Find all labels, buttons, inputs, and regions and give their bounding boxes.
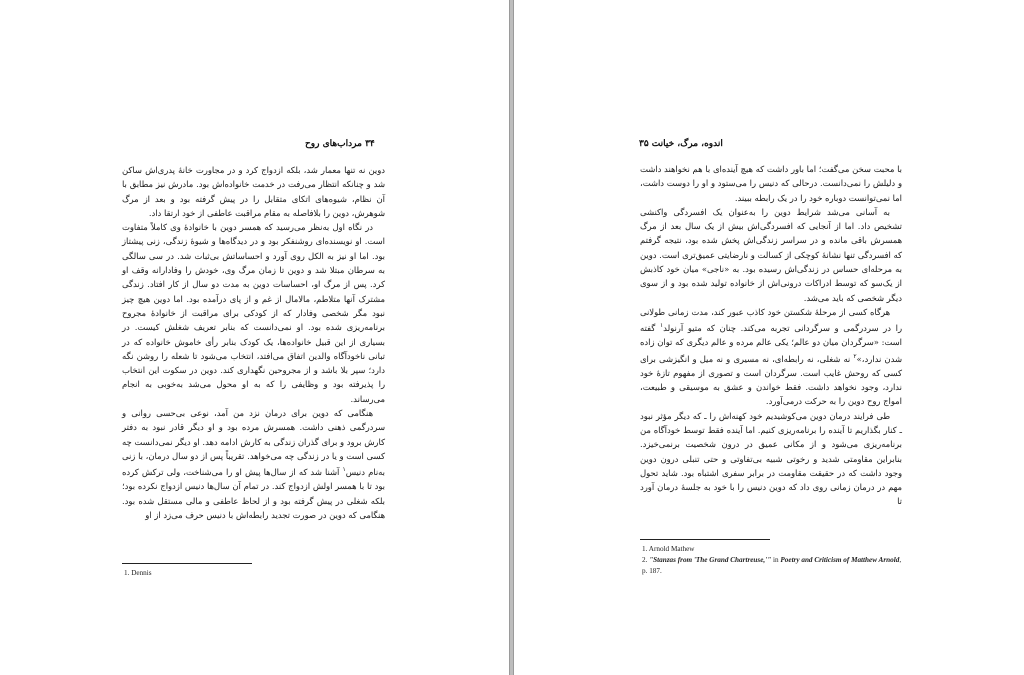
right-footnotes <box>642 544 904 577</box>
right-paragraph-2: به آسانی می‌شد شرایط دوین را به‌عنوان یک افسردگی واکنشی تشخیص داد. اما از آنجایی که افسردگی‌اش بیش از یک سال بعد از مرگ همسرش باقی مانده و در سراسر زندگی‌اش پخش شده بود، نتیجه گرفتم که افسردگی تنها نشانهٔ کوچکی از کسالت و نارضایتی عمیق‌تری است. دوین به مرحله‌ای حساس در زندگی‌اش رسیده بود. به «ناجی» میان خود کاذبش از یک‌سو که توسط ادراکات درونی‌اش از خانواده تولید شده بود و از سوی دیگر شخصی که باید می‌شد. <box>640 206 902 303</box>
left-page <box>0 0 509 675</box>
right-paragraph-3: هرگاه کسی از مرحلهٔ شکستن خود کاذب عبور کند، مدت زمانی طولانی را در سردرگمی و سرگردانی تجربه می‌کند. چنان که متیو آرنولد$^۱$ گفته است: «سرگردان میان دو عالم؛ یکی عالم مرده و عالم دیگری که توان زاده شدن ندارد،»$^۲$ نه شغلی، نه رابطه‌ای، نه مسیری و نه میل و انگیزشی برای کسی که روحش غایب است. سرگردان است و تصوری از مفهوم تازهٔ خود ندارد، وجود نخواهد داشت. فقط خواندن و عشق به موسیقی و طبیعت، امواج روح دوین را به حرکت درمی‌آورد. <box>640 306 903 407</box>
left-paragraph-3: هنگامی که دوین برای درمان نزد من آمد، نوعی بی‌حسی روانی و سردرگمی ذهنی داشت. همسرش مرده بود و او دیگر قادر نبود به دفتر کارش برود و برای گذران زندگی به کارش ادامه دهد. او دیگر نمی‌دانست چه کسی است و یا در زندگی چه می‌خواهد. تقریباً پس از دو سال درمان، با زنی به‌نام دنیس$^۱$ آشنا شد که از سال‌ها پیش او را می‌شناخت، ولی ترکش کرده بود تا با همسر اولش ازدواج کند. در تمام آن سال‌ها دنیس ازدواج نکرده بود؛ بلکه شغلی در پیش گرفته بود و از لحاظ عاطفی و مالی مستقل شده بود. هنگامی که دوین در صورت تجدید رابطه‌اش با دنیس حرف می‌زد از او <box>122 408 385 520</box>
left-footnote-rule <box>122 563 252 564</box>
left-paragraph-1: دوین نه تنها معمار شد، بلکه ازدواج کرد و در مجاورت خانهٔ پدری‌اش ساکن شد و چنانکه انتظار می‌رفت در خدمت خانواده‌اش بود. مادرش نیز مطابق با آن نظام، شیوه‌های اتکای متقابل را در پیش گرفته بود و بعد از مرگ شوهرش، دوین را بلافاصله به مقام مراقبت عاطفی از خود ارتقا داد. <box>122 165 385 218</box>
left-footnote-1: 1. Dennis <box>124 569 152 577</box>
right-footnote-1: 1. Arnold Mathew <box>642 545 695 553</box>
footnote-2-page: , p. 187. <box>642 556 902 575</box>
left-running-head: ۳۴ مرداب‌های روح <box>305 139 375 149</box>
left-paragraph-2: در نگاه اول به‌نظر می‌رسید که همسر دوین با خانوادهٔ وی کاملاً متفاوت است. او نویسنده‌ای روشنفکر بود و در دیدگاه‌ها و شیوهٔ زندگی، زنی پیشتاز بود. اما او نیز به الکل روی آورد و احساساتش بی‌ثبات شد. در سی سالگی به سرطان مبتلا شد و دوین تا زمان مرگ وی، خودش را وفادارانه وقف او کرد. پس از مرگ او، احساسات دوین به مدت دو سال از کار افتاد. زندگی مشترک آنها متلاطم، مالامال از غم و از پای درآمده بود. اما دوین هیچ چیز نبود مگر شخصی وفادار که از کودکی برای مراقبت از خانوادهٔ مجروح برنامه‌ریزی شده بود. او نمی‌دانست که بنابر تعریف شغلش کیست. در بسیاری از این قبیل خانواده‌ها، یک کودک بنابر رأی خاموش خانواده که در تبانی ناخودآگاه والدین اتفاق می‌افتد، انتخاب می‌شود تا شعله را روشن نگه دارد؛ سپر بلا باشد و از مجروحین نگهداری کند. دوین در سکوت این انتخاب را پذیرفته بود و وظایفی را که به او محول می‌شد به‌خوبی به انجام می‌رساند. <box>122 222 385 404</box>
right-page-body <box>640 162 902 509</box>
right-running-head: اندوه، مرگ، خیانت ۳۵ <box>639 139 723 149</box>
right-footnote-2 <box>642 555 904 577</box>
right-footnote-rule <box>640 539 770 540</box>
right-paragraph-4: طی فرایند درمان دوین می‌کوشیدیم خود کهنه‌اش را ـ که دیگر مؤثر نبود ـ کنار بگذاریم تا آینده را برنامه‌ریزی کنیم. اما آینده فقط توسط خودآگاه من برنامه‌ریزی می‌شود و از مکانی عمیق در درون شخصیت برنمی‌خیزد. بنابراین مقاومتی شدید و رخوتی شبیه بی‌تفاوتی و حتی تنبلی درون دوین وجود داشت که در حقیقت مقاومت در برابر سفری اشتباه بود. شاید تحول مهم در درمان زمانی روی داد که دوین دنیس را با خود به جلسهٔ درمان آورد تا <box>640 410 902 507</box>
footnote-2-number: 2. <box>642 556 650 564</box>
left-footnotes <box>124 568 374 579</box>
footnote-2-quote: "Stanzas from 'The Grand Chartreuse,'" <box>649 556 772 564</box>
footnote-2-book: Poetry and Criticism of Matthew Arnold <box>780 556 900 564</box>
footnote-2-in: in <box>771 556 781 564</box>
left-page-body <box>122 163 385 522</box>
right-paragraph-1: با محبت سخن می‌گفت؛ اما باور داشت که هیچ آینده‌ای با هم نخواهند داشت و دلیلش را نمی‌دانست. درحالی که دنیس را می‌ستود و او را دوست داشت، اما نمی‌توانست دوباره خود را در یک رابطه ببیند. <box>640 164 902 203</box>
right-page <box>514 0 1024 675</box>
